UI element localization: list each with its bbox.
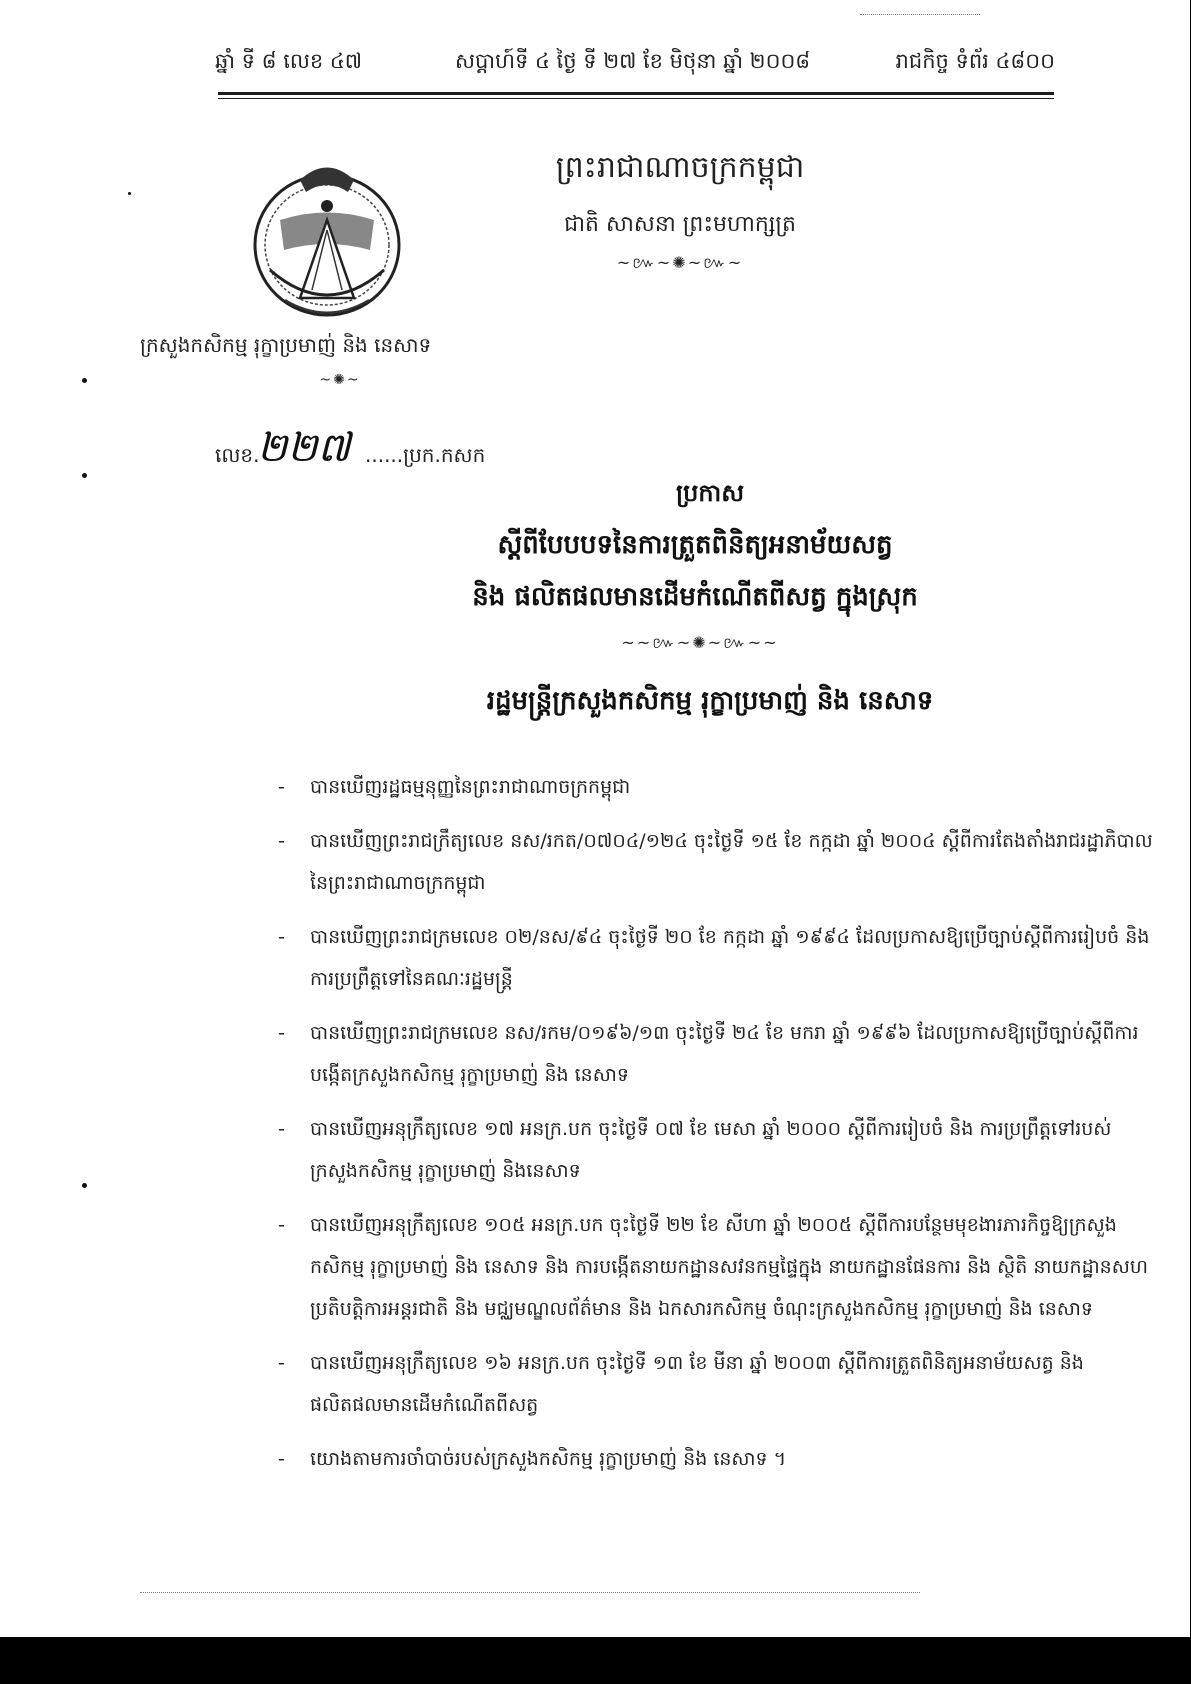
list-item: - បានឃើញព្រះរាជក្រឹត្យលេខ នស/រកត/០៧០៤/១២៤ ចុះថ្ងៃទី ១៥ ខែ កក្កដា ឆ្នាំ ២០០៤ ស្តីពីការតែងតាំងរាជរដ្ឋាភិបាលនៃព្រះរាជាណាចក្រកម្ពុជា [278,820,1158,904]
document-type: ប្រកាស [675,479,745,507]
scan-dotted-line [140,1592,920,1593]
list-item: - យោងតាមការចាំបាច់របស់ក្រសួងកសិកម្ម រុក្ខាប្រមាញ់ និង នេសាទ ។ [278,1438,1158,1480]
ornament-divider: ~✺~ [319,372,361,388]
gazette-issue: ឆ្នាំ ទី ៨ លេខ ៤៧ [215,49,362,73]
scan-speck [82,378,87,383]
ministry-name: ក្រសួងកសិកម្ម រុក្ខាប្រមាញ់ និង នេសាទ [140,333,432,357]
list-item: - បានឃើញអនុក្រឹត្យលេខ ១៦ អនក្រ.បក ចុះថ្ងៃទី ១៣ ខែ មីនា ឆ្នាំ ២០០៣ ស្តីពីការត្រួតពិនិត្យអនាម័យសត្វ និង ផលិតផលមានដើមកំណើតពីសត្វ [278,1342,1158,1426]
reference-handwritten-number: ២២៧ [257,425,351,471]
gazette-page: រាជកិច្ច ទំព័រ ៤៨០០ [895,49,1055,73]
scan-bottom-border [0,1637,1191,1684]
list-item: - បានឃើញអនុក្រឹត្យលេខ ១៧ អនក្រ.បក ចុះថ្ងៃទី ០៧ ខែ មេសា ឆ្នាំ ២០០០ ស្តីពីការរៀបចំ និង ការប្រព្រឹត្តទៅរបស់ក្រសួងកសិកម្ម រុក្ខាប្រមាញ់ និងនេសាទ [278,1108,1158,1192]
reference-number [215,425,505,480]
scan-dotted-line [860,14,980,15]
issuer-title: រដ្ឋមន្ត្រីក្រសួងកសិកម្ម រុក្ខាប្រមាញ់ និង នេសាទ [486,686,934,716]
legal-references-list [278,766,1158,1492]
document-subject-line-2: និង ផលិតផលមានដើមកំណើតពីសត្វ ក្នុងស្រុក [472,582,918,612]
ornament-divider: ~៚~✺~៚~ [616,253,744,272]
scan-speck [128,192,131,195]
kingdom-title: ព្រះរាជាណាចក្រកម្ពុជា [555,150,805,185]
scan-speck [82,473,87,478]
national-motto: ជាតិ សាសនា ព្រះមហាក្សត្រ [564,212,796,237]
gazette-header [215,48,1055,84]
list-item: - បានឃើញរដ្ឋធម្មនុញ្ញនៃព្រះរាជាណាចក្រកម្ពុជា [278,766,1158,808]
list-item: - បានឃើញព្រះរាជក្រមលេខ នស/រកម/០១៩៦/១៣ ចុះថ្ងៃទី ២៤ ខែ មករា ឆ្នាំ ១៩៩៦ ដែលប្រកាសឱ្យប្រើច្បាប់ស្តីពីការបង្កើតក្រសួងកសិកម្ម រុក្ខាប្រមាញ់ និង នេសាទ [278,1012,1158,1096]
header-rule [218,92,1054,99]
scan-speck [82,1183,87,1188]
gazette-date: សប្តាហ៍ទី ៤ ថ្ងៃ ទី ២៧ ខែ មិថុនា ឆ្នាំ ២០០៨ [455,49,811,73]
list-item: - បានឃើញព្រះរាជក្រមលេខ ០២/នស/៩៤ ចុះថ្ងៃទី ២០ ខែ កក្កដា ឆ្នាំ ១៩៩៤ ដែលប្រកាសឱ្យប្រើច្បាប់ស្តីពីការរៀបចំ និង ការប្រព្រឹត្តទៅនៃគណៈរដ្ឋមន្ត្រី [278,916,1158,1000]
list-item: - បានឃើញអនុក្រឹត្យលេខ ១០៥ អនក្រ.បក ចុះថ្ងៃទី ២២ ខែ សីហា ឆ្នាំ ២០០៥ ស្តីពីការបន្ថែមមុខងារភារកិច្ចឱ្យក្រសួងកសិកម្ម រុក្ខាប្រមាញ់ និង នេសាទ និង ការបង្កើតនាយកដ្ឋានសវនកម្មផ្ទៃក្នុង នាយកដ្ឋានផែនការ និង ស្ថិតិ នាយកដ្ឋានសហប្រតិបត្តិការអន្តរជាតិ និង មជ្ឈមណ្ឌលព័ត៌មាន និង ឯកសារកសិកម្ម ចំណុះក្រសួងកសិកម្ម រុក្ខាប្រមាញ់ និង នេសាទ [278,1204,1158,1330]
document-subject-line-1: ស្តីពីបែបបទនៃការត្រួតពិនិត្យអនាម័យសត្វ [497,530,893,560]
royal-emblem-icon [240,150,415,325]
reference-suffix: ......ប្រក.កសក [365,443,486,467]
ornament-divider: ~~៚~✺~៚~~ [621,633,779,652]
reference-label: លេខ. [215,443,260,467]
